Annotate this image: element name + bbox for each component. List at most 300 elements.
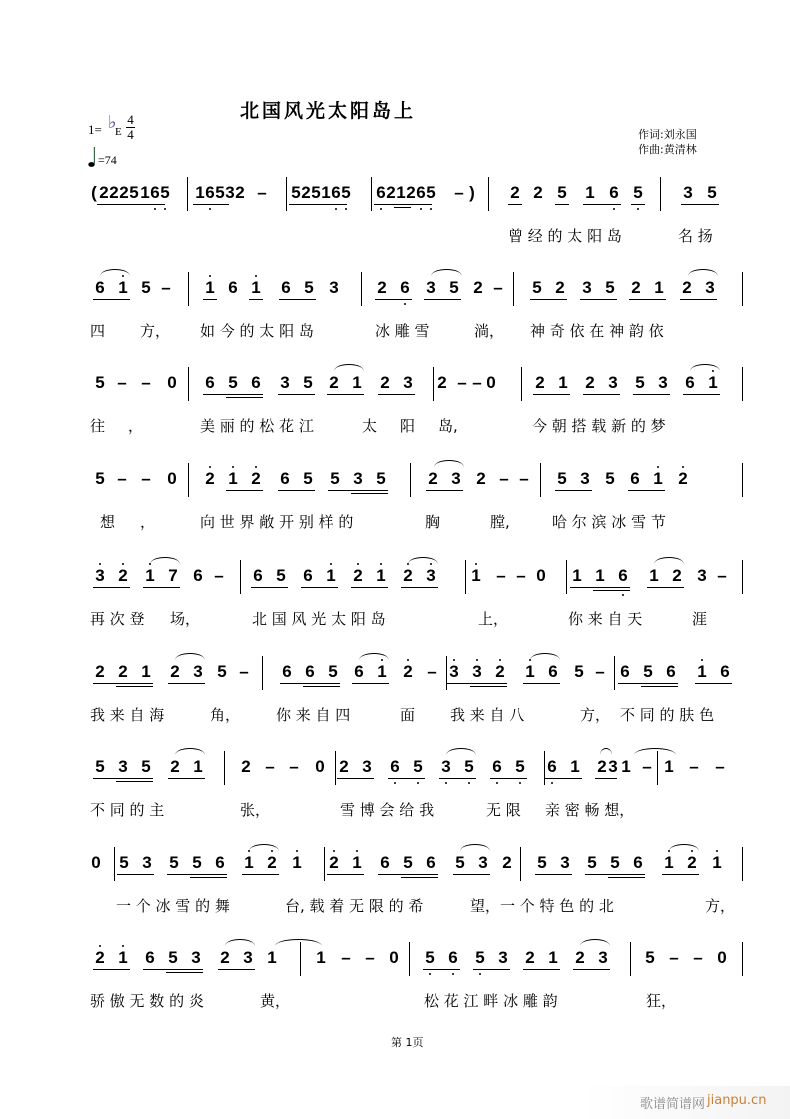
lyric: 再 次 登 [90,610,145,628]
beam-underline [93,683,153,684]
lyric: 台, 载 着 无 限 的 希 [285,897,424,915]
lyric: 名 扬 [678,227,713,245]
beam-underline [351,587,388,588]
beam-underline [203,299,217,300]
slur [275,939,322,946]
note: 1 [548,948,558,967]
beam-underline [585,874,645,875]
beam-underline [683,394,720,395]
note: 5 [532,278,542,297]
note: 6 [281,278,291,297]
note: 5 [376,469,386,488]
octave-up-dot [122,945,124,947]
beam-underline [401,587,438,588]
note: 1 [116,278,130,298]
score-line [0,183,790,273]
beam-underline [535,874,572,875]
note: 6 [145,948,155,967]
time-signature [126,113,135,142]
octave-up-dot [476,659,478,661]
bar-line [544,751,545,785]
note: 5 [643,662,653,681]
lyric: 曾 经 的 太 阳 岛 [508,227,622,245]
note: 6 [426,853,436,872]
note: 6 [251,373,261,392]
note: 2 [502,853,512,872]
beam-underline [580,299,617,300]
note: – [141,373,151,392]
beam-underline [424,299,461,300]
note: 5 [328,662,338,681]
bar-line [224,751,225,785]
note: 2 [575,948,585,967]
note: 5 [228,373,238,392]
lyric: 黄， [260,992,291,1010]
note: 3 [697,566,707,585]
octave-up-dot [716,850,718,852]
note: 5 [631,183,645,203]
beam-underline [251,587,288,588]
beam-underline [218,969,255,970]
octave-up-dot [209,466,211,468]
key-prefix: 1= [88,122,102,137]
bar-line [742,367,743,401]
note: 6 [685,373,695,392]
beam-underline [374,204,432,205]
beam-underline [490,778,527,779]
lyric: 向 世 界 敞 开 别 样 的 [200,513,354,531]
note: ) [469,183,475,202]
slur [634,748,676,755]
note: 1 [523,662,537,682]
lyric: 雪 博 会 给 我 [340,801,435,819]
lyric: ， [128,417,144,435]
octave-down-dot [519,782,521,784]
note: 0 [717,948,727,967]
bar-line [409,942,410,976]
beam-underline [573,969,610,970]
note: – [519,469,529,488]
note: – [595,662,605,681]
lyric: 无 限 [486,801,521,819]
note: 5 [605,469,615,488]
beam-underline [226,397,263,398]
lyric: 冰 雕 雪 [375,322,430,340]
slur [600,748,612,755]
note: ( [91,183,97,202]
note: 1 [572,566,582,585]
note: 5 [605,278,615,297]
note: 1 [662,853,676,873]
note: 6 [446,948,460,968]
note: 6 [205,373,215,392]
note: 5 [557,469,567,488]
lyric: 神 奇 依 在 神 韵 依 [530,322,664,340]
note: 5 [574,662,584,681]
bar-line [566,560,567,594]
beam-underline [595,778,617,779]
lyric: 美 丽 的 松 花 江 [200,417,314,435]
note: 6 [280,469,290,488]
beam-underline [453,874,490,875]
lyric: 亲 密 畅 想， [545,801,635,819]
beam-underline [628,490,665,491]
note: – [715,757,725,776]
note: 6 [303,566,313,585]
page-number: 第 1页 [391,1036,424,1049]
note: 6 [148,183,162,203]
beam-underline [327,394,364,395]
slur [408,557,438,564]
beam-underline [351,493,388,494]
note: 1 [140,183,150,202]
octave-down-dot [209,208,211,210]
note: 5 [291,183,301,202]
note: 6 [620,662,630,681]
beam-underline [641,686,678,687]
octave-up-dot [209,275,211,277]
beam-underline [301,587,338,588]
note: 1 [375,662,389,682]
note: 5 [557,183,567,202]
note: – [516,566,526,585]
note: 5 [141,278,151,297]
lyric: 你 来 自 天 [568,610,643,628]
beam-underline [530,299,567,300]
beam-underline [328,490,388,491]
lyric: 如 今 的 太 阳 岛 [200,322,314,340]
octave-down-dot [345,208,347,210]
lyric: 方， [705,897,736,915]
note: 6 [380,853,390,872]
note: 3 [225,183,235,202]
note: 0 [167,373,177,392]
beam-underline [680,299,717,300]
octave-up-dot [99,945,101,947]
lyric: 往 [90,417,106,435]
note: 2 [533,183,543,202]
slur [431,269,462,276]
octave-down-dot [154,208,156,210]
octave-down-dot [164,208,166,210]
beam-underline [167,874,227,875]
note: 1 [664,757,674,776]
bar-line [742,463,743,497]
note: 5 [330,469,340,488]
note: 2 [401,566,415,586]
beam-underline [555,204,569,205]
slur [669,844,699,851]
beam-underline [423,969,460,970]
note: 5 [303,373,313,392]
note: – [257,183,267,202]
octave-up-dot [380,563,382,565]
note: 5 [635,373,645,392]
octave-down-dot [380,208,382,210]
beam-underline [279,299,316,300]
note: 6 [607,183,621,203]
note: 5 [192,853,202,872]
note: 2 [377,278,387,297]
slur [150,557,180,564]
note: 3 [193,662,203,681]
beam-underline [327,874,364,875]
beam-underline [278,394,315,395]
note: 2 [93,948,107,968]
beam-underline [447,683,507,684]
note: – [642,757,652,776]
note: 1 [570,757,580,776]
note: – [265,757,275,776]
note: 2 [473,278,483,297]
note: 0 [536,566,546,585]
octave-up-dot [255,466,257,468]
note: 6 [398,278,412,298]
note: 2 [476,469,486,488]
lyric: 方， [580,706,611,724]
note: – [499,469,509,488]
note: 3 [243,948,253,967]
octave-down-dot [613,208,615,210]
beam-underline [375,299,412,300]
note: 0 [315,757,325,776]
beam-underline [388,778,425,779]
note: 3 [608,757,618,776]
octave-up-dot [357,563,359,565]
slur [460,844,490,851]
note: 6 [228,278,238,297]
slur [688,269,718,276]
note: 1 [116,948,130,968]
note: 5 [449,278,459,297]
note: 6 [374,183,388,203]
note: 3 [447,662,461,682]
note: 3 [426,278,436,297]
tempo-marking: =74 [98,153,117,167]
octave-up-dot [453,659,455,661]
slur [175,748,205,755]
note: 5 [411,757,425,777]
beam-underline [570,587,630,588]
note: – [365,948,375,967]
lyric: 哈 尔 滨 冰 雪 节 [552,513,666,531]
note: 5 [169,853,179,872]
note: 0 [91,853,101,872]
beam-underline [378,394,415,395]
note: 2 [220,948,230,967]
note: 5 [95,373,105,392]
time-sig-top: 4 [127,112,134,127]
note: 0 [486,373,496,392]
beam-underline [593,590,630,591]
beam-underline [303,686,340,687]
note: 1 [706,373,720,393]
score-line [0,853,790,943]
note: – [689,757,699,776]
bar-line [488,177,489,211]
note: 2 [327,853,341,873]
note: 6 [545,757,559,777]
note: 5 [537,853,547,872]
lyric: 我 来 自 八 [450,706,525,724]
note: – [493,278,503,297]
note: 2 [380,373,390,392]
lyric: 北 国 风 光 太 阳 岛 [252,610,386,628]
note: 2 [301,183,311,202]
note: 6 [630,469,640,488]
note: 6 [633,853,643,872]
note: 1 [651,469,665,489]
note: 5 [645,948,655,967]
note: 3 [498,948,508,967]
beam-underline [116,686,153,687]
note: – [117,469,127,488]
lyric: 上， [478,610,509,628]
slur [225,939,255,946]
note: 2 [339,757,349,776]
note: 6 [253,566,263,585]
note: 5 [455,853,465,872]
note: 3 [683,183,693,202]
beam-underline [662,874,699,875]
note: – [427,662,437,681]
quarter-note-icon [88,146,97,168]
bar-line [410,463,411,497]
beam-underline [401,877,438,878]
beam-underline [166,972,203,973]
note: 1 [710,853,724,873]
note: 1 [193,757,203,776]
lyric: 松 花 江 畔 冰 雕 韵 [424,992,558,1010]
song-title: 北国风光太阳岛上 [240,100,417,122]
beam-underline [226,490,263,491]
octave-up-dot [296,850,298,852]
bar-line [324,847,325,881]
octave-up-dot [255,275,257,277]
octave-down-dot [404,303,406,305]
bar-line [446,656,447,690]
note: 5 [129,183,139,202]
note: – [117,373,127,392]
lyric: 方， [140,322,171,340]
bar-line [114,847,115,881]
note: 6 [95,278,105,297]
note: 3 [403,373,413,392]
octave-down-dot [335,208,337,210]
beam-underline [143,587,180,588]
bar-line [660,177,661,211]
note: 2 [235,183,245,202]
watermark [582,1086,790,1119]
beam-underline [203,394,263,395]
octave-up-dot [499,659,501,661]
note: 1 [695,662,709,682]
note: 2 [631,278,641,297]
note: 2 [401,662,415,682]
beam-underline [583,204,621,205]
note: 1 [595,566,605,585]
note: 6 [388,757,402,777]
note: 5 [403,853,413,872]
lyric: 面 [400,706,416,724]
note: 3 [598,948,608,967]
bar-line [371,177,372,211]
lyric: ， [140,513,156,531]
note: 1 [654,278,664,297]
note: 2 [672,566,682,585]
note: 3 [470,662,484,682]
bar-line [742,560,743,594]
note: 3 [280,373,290,392]
bar-line [187,177,188,211]
beam-underline [508,204,522,205]
note: – [717,566,727,585]
lyric: 淌， [474,322,505,340]
beam-underline [93,299,130,300]
note: – [454,183,464,202]
note: 1 [195,183,205,202]
slur [446,748,476,755]
note: 2 [329,373,339,392]
octave-down-dot [430,208,432,210]
note: – [693,948,703,967]
flat-icon: ♭ [108,112,117,133]
note: 1 [316,948,326,967]
note: 2 [510,183,520,202]
octave-up-dot [407,659,409,661]
lyric: 场， [170,610,201,628]
beam-underline [249,299,263,300]
note: – [496,566,506,585]
note: 2 [676,469,690,489]
beam-underline [394,207,411,208]
lyric: 我 来 自 海 [90,706,165,724]
composer: 作曲:黄清林 [638,143,697,156]
note: – [669,948,679,967]
note: 6 [203,183,217,203]
note: 2 [116,566,130,586]
octave-down-dot [452,973,454,975]
beam-underline [278,490,315,491]
bar-line [521,367,522,401]
beam-underline [631,204,645,205]
note: 2 [525,948,535,967]
slur [654,557,684,564]
note: 5 [707,183,717,202]
lyric: 张， [240,801,271,819]
note: 1 [143,566,157,586]
note: 3 [658,373,668,392]
beam-underline [93,969,130,970]
note: 6 [490,757,504,777]
score-line [0,948,790,1038]
lyric: 不 同 的 肤 色 [620,706,715,724]
bar-line [742,942,743,976]
note: 6 [666,662,676,681]
bar-line [433,367,434,401]
score-line [0,278,790,368]
beam-underline [143,969,203,970]
beam-underline [473,969,510,970]
slur [334,364,364,371]
note: 5 [119,853,129,872]
note: 2 [109,183,119,202]
note: 3 [329,278,339,297]
octave-up-dot [232,466,234,468]
note: 5 [95,757,105,776]
lyric: 望，一 个 特 色 的 北 [470,897,614,915]
lyric: 角， [210,706,241,724]
